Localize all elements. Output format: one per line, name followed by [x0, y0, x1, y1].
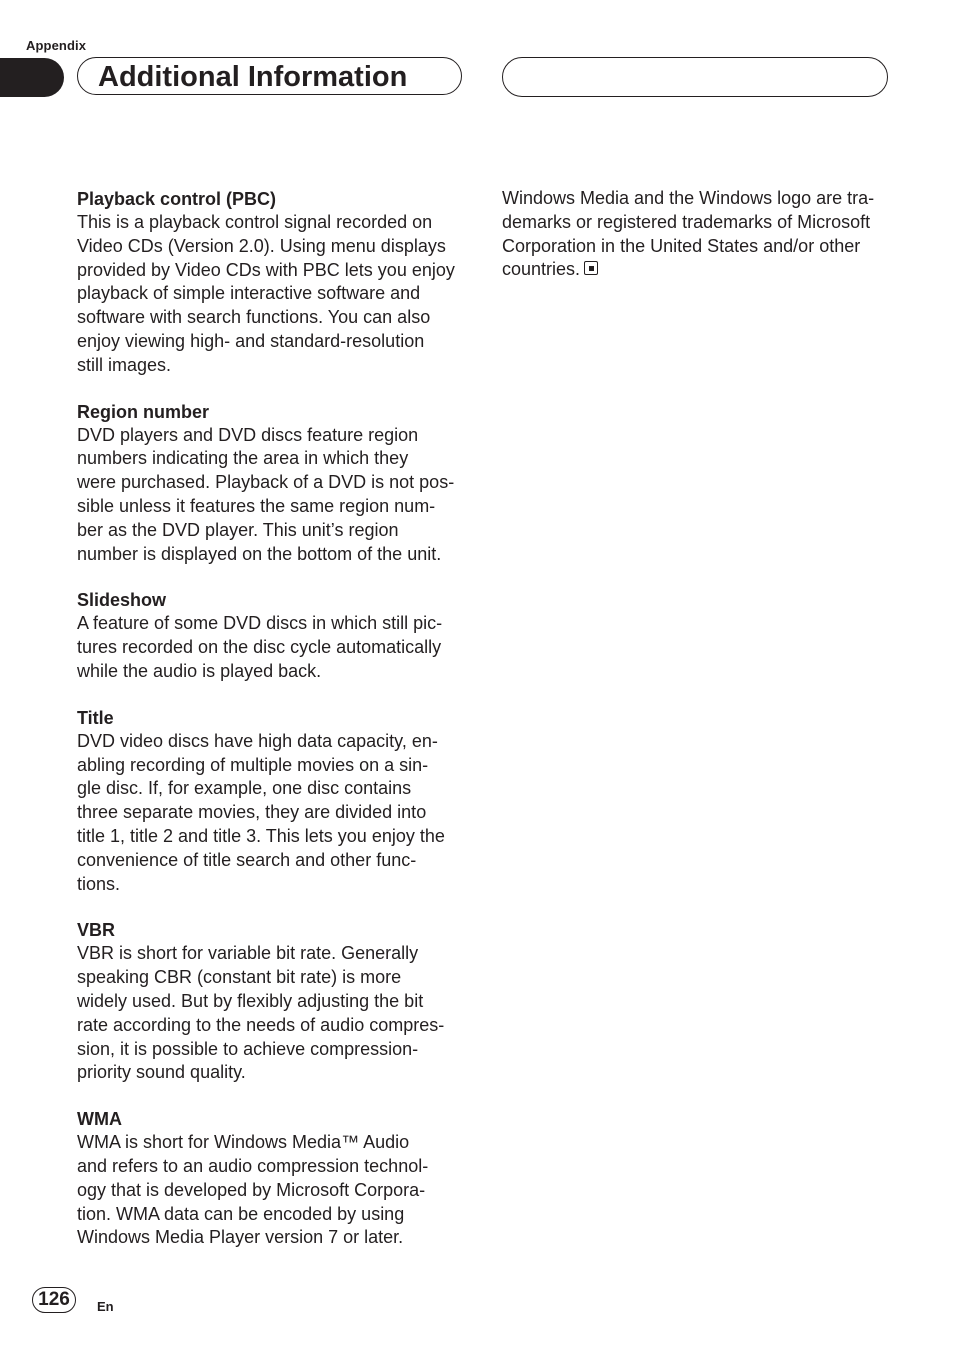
glossary-entry-wma — [77, 1107, 472, 1250]
glossary-term: VBR — [77, 920, 116, 941]
glossary-term: WMA — [77, 1109, 122, 1130]
glossary-entry-region-number — [77, 400, 472, 567]
page-number: 126 — [32, 1287, 76, 1313]
glossary-entry-vbr — [77, 918, 472, 1085]
glossary-term: Region number — [77, 401, 210, 422]
appendix-label: Appendix — [26, 38, 87, 53]
glossary-left-column — [77, 187, 472, 1272]
glossary-entry-pbc — [77, 187, 472, 378]
end-of-section-icon — [584, 261, 598, 275]
glossary-definition: This is a playback control signal recorded on Video CDs (Version 2.0). Using menu displays provided by Video CDs with PBC lets you enjoy playback of simple interactive software and software with search functions. You can also enjoy viewing high- and standard-resolution still images. — [77, 212, 455, 375]
page-title: Additional Information — [98, 61, 408, 93]
glossary-definition: WMA is short for Windows Media™ Audio and refers to an audio compression technol- ogy that is developed by Microsoft Corpora- tion. WMA data can be encoded by using Windows Media Player version 7 or later. — [77, 1132, 429, 1248]
glossary-entry-slideshow — [77, 588, 472, 683]
language-label: En — [97, 1299, 114, 1314]
glossary-right-column — [502, 187, 897, 282]
trademark-note — [502, 187, 897, 282]
glossary-term: Slideshow — [77, 590, 167, 611]
section-tab-marker — [0, 58, 64, 97]
glossary-term: Playback control (PBC) — [77, 189, 277, 209]
title-frame — [77, 57, 462, 95]
empty-header-frame — [502, 57, 888, 97]
glossary-definition: DVD players and DVD discs feature region numbers indicating the area in which they were purchased. Playback of a DVD is not pos- sible unless it features the same region num- ber as the DVD player. This unit’s region number is displayed on the bottom of the unit. — [77, 424, 455, 564]
glossary-definition: DVD video discs have high data capacity, en- abling recording of multiple movies on a sin- gle disc. If, for example, one disc contains three separate movies, they are divided into title 1, title 2 and title 3. This lets you enjoy the convenience of title search and other func- tions. — [77, 730, 445, 894]
glossary-definition: A feature of some DVD discs in which still pic- tures recorded on the disc cycle automatically while the audio is played back. — [77, 613, 443, 681]
glossary-entry-title — [77, 706, 472, 897]
glossary-term: Title — [77, 707, 114, 728]
glossary-definition: VBR is short for variable bit rate. Generally speaking CBR (constant bit rate) is more widely used. But by flexibly adjusting the bit rate according to the needs of audio compres- sion, it is possible to achieve compression- priority sound quality. — [77, 943, 445, 1083]
trademark-text: Windows Media and the Windows logo are tra- demarks or registered trademarks of Microsoft Corporation in the United States and/or other countries. — [502, 188, 875, 280]
